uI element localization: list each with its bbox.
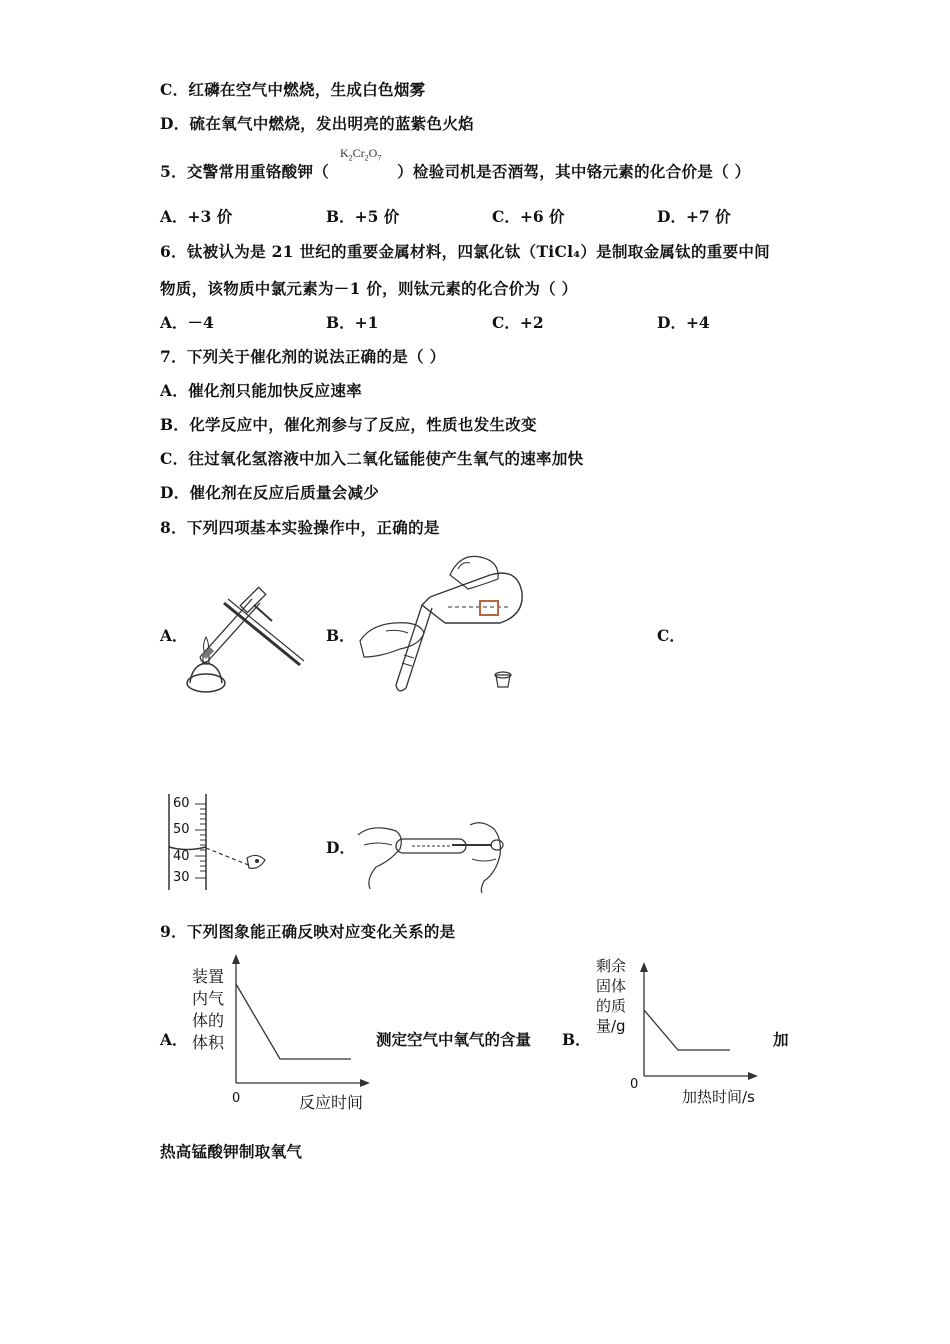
q6-option-c: C．+2 xyxy=(492,313,544,332)
q5-stem xyxy=(160,160,750,182)
q8-label-c: C． xyxy=(657,626,685,645)
q7-stem: 7．下列关于催化剂的说法正确的是（ ） xyxy=(160,347,446,366)
cylinder-tick-40: 40 xyxy=(173,849,190,864)
graph-a-ylabel: 装置 内气 体的 体积 xyxy=(192,967,225,1052)
cylinder-tick-60: 60 xyxy=(173,796,190,811)
q6-option-d: D．+4 xyxy=(657,313,710,332)
q5-formula: $K_2Cr_2O_7$ xyxy=(340,146,382,163)
q7-option-a: A．催化剂只能加快反应速率 xyxy=(160,381,362,400)
q9-caption-b-part1: 加 xyxy=(773,1030,789,1049)
cylinder-tick-50: 50 xyxy=(173,822,190,837)
holding-test-tube-illustration xyxy=(352,815,507,893)
q6-option-a: A．－4 xyxy=(160,313,214,332)
q8-label-a: A． xyxy=(160,626,188,645)
q9-stem: 9．下列图象能正确反映对应变化关系的是 xyxy=(160,922,456,941)
q7-option-c: C．往过氧化氢溶液中加入二氧化锰能使产生氧气的速率加快 xyxy=(160,449,584,468)
graph-b xyxy=(594,952,774,1112)
graduated-cylinder-illustration xyxy=(165,792,275,892)
q5-stem-part1: 5．交警常用重铬酸钾（ xyxy=(160,162,330,181)
q5-stem-part2: ）检验司机是否酒驾，其中铬元素的化合价是（ ） xyxy=(397,162,751,181)
q9-label-b: B． xyxy=(562,1030,591,1049)
graph-a-xlabel: 反应时间 xyxy=(299,1093,364,1112)
q5-option-b: B．+5 价 xyxy=(326,207,400,226)
cylinder-tick-30: 30 xyxy=(173,870,190,885)
graph-a xyxy=(188,952,373,1117)
q6-option-b: B．+1 xyxy=(326,313,379,332)
q8-label-d: D． xyxy=(326,838,355,857)
q8-label-b: B． xyxy=(326,626,355,645)
q7-option-d: D．催化剂在反应后质量会减少 xyxy=(160,483,380,502)
graph-b-ylabel: 剩余 固体 的质 量/g xyxy=(596,957,627,1035)
q4-option-d: D．硫在氧气中燃烧，发出明亮的蓝紫色火焰 xyxy=(160,114,474,133)
q4-option-c: C．红磷在空气中燃烧，生成白色烟雾 xyxy=(160,80,426,99)
pouring-liquid-illustration xyxy=(350,545,530,697)
q5-option-d: D．+7 价 xyxy=(657,207,731,226)
q9-caption-b-part2: 热高锰酸钾制取氧气 xyxy=(160,1142,303,1161)
q9-caption-a: 测定空气中氧气的含量 xyxy=(376,1030,532,1049)
graph-b-xlabel: 加热时间/s xyxy=(682,1088,755,1106)
q9-label-a: A． xyxy=(160,1030,188,1049)
q8-stem: 8．下列四项基本实验操作中，正确的是 xyxy=(160,518,440,537)
q5-option-a: A．+3 价 xyxy=(160,207,233,226)
q6-stem-line1: 6．钛被认为是 21 世纪的重要金属材料，四氯化钛（TiCl₄）是制取金属钛的重要中间 xyxy=(160,242,770,261)
q5-option-c: C．+6 价 xyxy=(492,207,565,226)
q7-option-b: B．化学反应中，催化剂参与了反应，性质也发生改变 xyxy=(160,415,537,434)
graph-b-origin: 0 xyxy=(630,1077,639,1092)
q6-stem-line2: 物质，该物质中氯元素为－1 价，则钛元素的化合价为（ ） xyxy=(160,279,578,298)
heating-test-tube-illustration xyxy=(182,585,307,697)
graph-a-origin: 0 xyxy=(232,1091,241,1106)
